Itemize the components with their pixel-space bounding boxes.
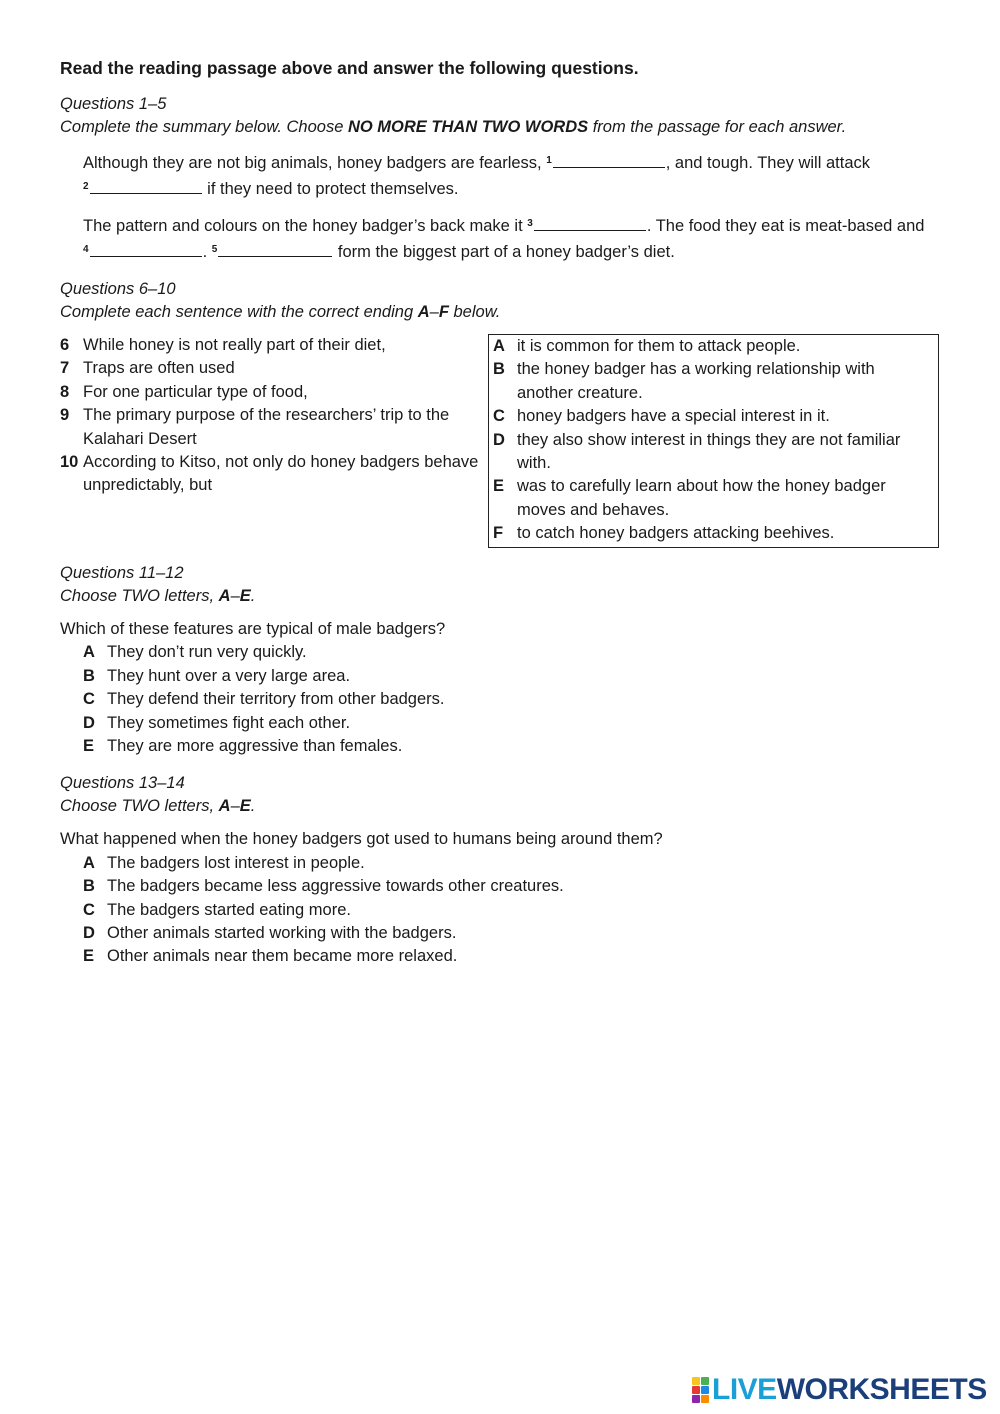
logo-text: LIVEWORKSHEETS (712, 1373, 987, 1406)
logo-block (701, 1395, 709, 1403)
section-title: Questions 6–10 (60, 280, 176, 298)
stem-item: 8 For one particular type of food, (60, 382, 308, 401)
stem-item: 7 Traps are often used (60, 359, 235, 378)
page-heading: Read the reading passage above and answer the following questions. (60, 58, 639, 78)
ending-item: F to catch honey badgers attacking beehives. (493, 524, 835, 543)
summary-text (83, 149, 942, 264)
section-instructions: Choose TWO letters, A–E. (60, 587, 256, 605)
logo-block (692, 1377, 700, 1385)
liveworksheets-logo[interactable] (692, 1373, 987, 1407)
answer-gap-5[interactable]: 5 (212, 238, 334, 264)
option-item[interactable]: A The badgers lost interest in people. (83, 853, 365, 872)
logo-block (701, 1386, 709, 1394)
ending-item: D they also show interest in things they are not familiar with. (493, 430, 901, 473)
section-title: Questions 11–12 (60, 564, 184, 582)
stem-item: 9 The primary purpose of the researchers’ trip to the Kalahari Desert (60, 406, 450, 448)
liveworksheets-logo-icon (692, 1377, 709, 1403)
ending-item: E was to carefully learn about how the honey badger moves and behaves. (493, 477, 886, 519)
question-text: Which of these features are typical of male badgers? (60, 620, 446, 638)
questions-6-10 (60, 278, 942, 548)
option-item[interactable]: B The badgers became less aggressive towards other creatures. (83, 877, 564, 896)
questions-13-14 (60, 772, 942, 968)
option-item[interactable]: D They sometimes fight each other. (83, 713, 351, 732)
questions-11-12 (60, 562, 942, 758)
questions-1-5 (60, 93, 942, 264)
question-text: What happened when the honey badgers got used to humans being around them? (60, 830, 663, 849)
worksheet-page (60, 58, 942, 969)
stem-item: 6 While honey is not really part of their diet, (60, 336, 386, 354)
logo-block (701, 1377, 709, 1385)
logo-block (692, 1386, 700, 1394)
section-instructions: Complete the summary below. Choose NO MORE THAN TWO WORDS from the passage for each answer. (60, 118, 847, 136)
section-title: Questions 13–14 (60, 774, 185, 793)
answer-gap-3[interactable]: 3 (527, 212, 647, 238)
sentence-stems (60, 334, 487, 548)
option-item[interactable]: E They are more aggressive than females. (83, 737, 403, 756)
endings-box (488, 334, 939, 548)
matching-sentences (60, 334, 942, 548)
stem-item: 10 According to Kitso, not only do honey badgers behave unpredictably, but (60, 453, 479, 495)
answer-gap-4[interactable]: 4 (83, 238, 203, 264)
ending-item: C honey badgers have a special interest in it. (493, 407, 830, 426)
logo-block (692, 1395, 700, 1403)
option-item[interactable]: B They hunt over a very large area. (83, 666, 351, 685)
option-list (83, 641, 942, 758)
option-item[interactable]: D Other animals started working with the badgers. (83, 924, 457, 943)
option-item[interactable]: C They defend their territory from other badgers. (83, 690, 445, 709)
option-item[interactable]: A They don’t run very quickly. (83, 643, 307, 662)
summary-paragraph-1: Although they are not big animals, honey badgers are fearless, $^1$ , and tough. They will attack $^2$ if they need to protect themselves. (83, 149, 942, 201)
ending-item: A it is common for them to attack people. (493, 337, 801, 355)
option-item[interactable]: E Other animals near them became more relaxed. (83, 947, 458, 966)
summary-paragraph-2: The pattern and colours on the honey badger’s back make it $^3$ . The food they eat is meat-based and $^4$ . $^5$ form the biggest part of a honey badger’s diet. (83, 212, 942, 264)
answer-gap-1[interactable]: 1 (546, 149, 666, 175)
option-list (83, 852, 942, 969)
option-item[interactable]: C The badgers started eating more. (83, 900, 351, 919)
section-instructions: Complete each sentence with the correct ending A–F below. (60, 303, 501, 321)
answer-gap-2[interactable]: 2 (83, 175, 203, 201)
ending-item: B the honey badger has a working relationship with another creature. (493, 360, 875, 402)
section-title: Questions 1–5 (60, 95, 167, 113)
section-instructions: Choose TWO letters, A–E. (60, 797, 256, 816)
